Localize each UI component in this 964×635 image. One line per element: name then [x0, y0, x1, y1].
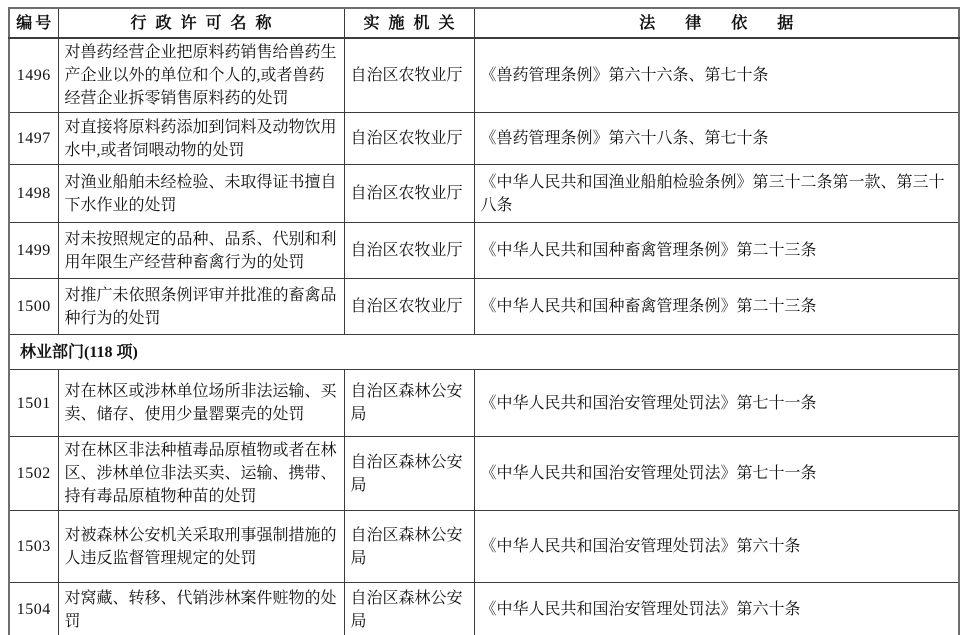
table-row — [9, 113, 959, 165]
column-header-number: 编号 — [9, 8, 58, 38]
table-row — [9, 370, 959, 437]
section-header-row — [9, 335, 959, 370]
row-number: 1498 — [9, 165, 58, 223]
legal-basis: 《中华人民共和国治安管理处罚法》第六十条 — [474, 511, 959, 583]
permit-name: 对兽药经营企业把原料药销售给兽药生产企业以外的单位和个人的,或者兽药经营企业拆零销售原料药的处罚 — [58, 38, 344, 113]
agency: 自治区森林公安局 — [344, 511, 474, 583]
permit-name: 对在林区或涉林单位场所非法运输、买卖、储存、使用少量罂粟壳的处罚 — [58, 370, 344, 437]
agency: 自治区森林公安局 — [344, 370, 474, 437]
column-header-agency: 实施机关 — [344, 8, 474, 38]
row-number: 1504 — [9, 583, 58, 635]
permit-name: 对直接将原料药添加到饲料及动物饮用水中,或者饲喂动物的处罚 — [58, 113, 344, 165]
row-number: 1499 — [9, 223, 58, 279]
agency: 自治区农牧业厅 — [344, 279, 474, 335]
row-number: 1501 — [9, 370, 58, 437]
agency: 自治区农牧业厅 — [344, 38, 474, 113]
legal-basis: 《中华人民共和国治安管理处罚法》第七十一条 — [474, 437, 959, 511]
permit-name: 对渔业船舶未经检验、未取得证书擅自下水作业的处罚 — [58, 165, 344, 223]
legal-basis: 《中华人民共和国治安管理处罚法》第七十一条 — [474, 370, 959, 437]
legal-basis: 《中华人民共和国种畜禽管理条例》第二十三条 — [474, 223, 959, 279]
agency: 自治区森林公安局 — [344, 583, 474, 635]
legal-basis: 《兽药管理条例》第六十八条、第七十条 — [474, 113, 959, 165]
column-header-legal-basis: 法律依据 — [474, 8, 959, 38]
table-header-row — [9, 8, 959, 38]
table-row — [9, 165, 959, 223]
permit-name: 对推广未依照条例评审并批准的畜禽品种行为的处罚 — [58, 279, 344, 335]
section-header-forestry: 林业部门(118 项) — [9, 335, 959, 370]
permit-name: 对在林区非法种植毒品原植物或者在林区、涉林单位非法买卖、运输、携带、持有毒品原植物种苗的处罚 — [58, 437, 344, 511]
agency: 自治区农牧业厅 — [344, 113, 474, 165]
agency: 自治区农牧业厅 — [344, 165, 474, 223]
permit-name: 对被森林公安机关采取刑事强制措施的人违反监督管理规定的处罚 — [58, 511, 344, 583]
agency: 自治区森林公安局 — [344, 437, 474, 511]
row-number: 1497 — [9, 113, 58, 165]
agency: 自治区农牧业厅 — [344, 223, 474, 279]
legal-basis: 《中华人民共和国种畜禽管理条例》第二十三条 — [474, 279, 959, 335]
row-number: 1500 — [9, 279, 58, 335]
permit-name: 对未按照规定的品种、品系、代别和利用年限生产经营种畜禽行为的处罚 — [58, 223, 344, 279]
legal-basis: 《中华人民共和国渔业船舶检验条例》第三十二条第一款、第三十八条 — [474, 165, 959, 223]
row-number: 1503 — [9, 511, 58, 583]
administrative-permits-table — [8, 7, 960, 635]
row-number: 1502 — [9, 437, 58, 511]
permit-name: 对窝藏、转移、代销涉林案件赃物的处罚 — [58, 583, 344, 635]
table-row — [9, 583, 959, 635]
table-row — [9, 223, 959, 279]
table-row — [9, 279, 959, 335]
table-row — [9, 511, 959, 583]
legal-basis: 《兽药管理条例》第六十六条、第七十条 — [474, 38, 959, 113]
table-row — [9, 437, 959, 511]
legal-basis: 《中华人民共和国治安管理处罚法》第六十条 — [474, 583, 959, 635]
row-number: 1496 — [9, 38, 58, 113]
column-header-permit-name: 行政许可名称 — [58, 8, 344, 38]
table-row — [9, 38, 959, 113]
